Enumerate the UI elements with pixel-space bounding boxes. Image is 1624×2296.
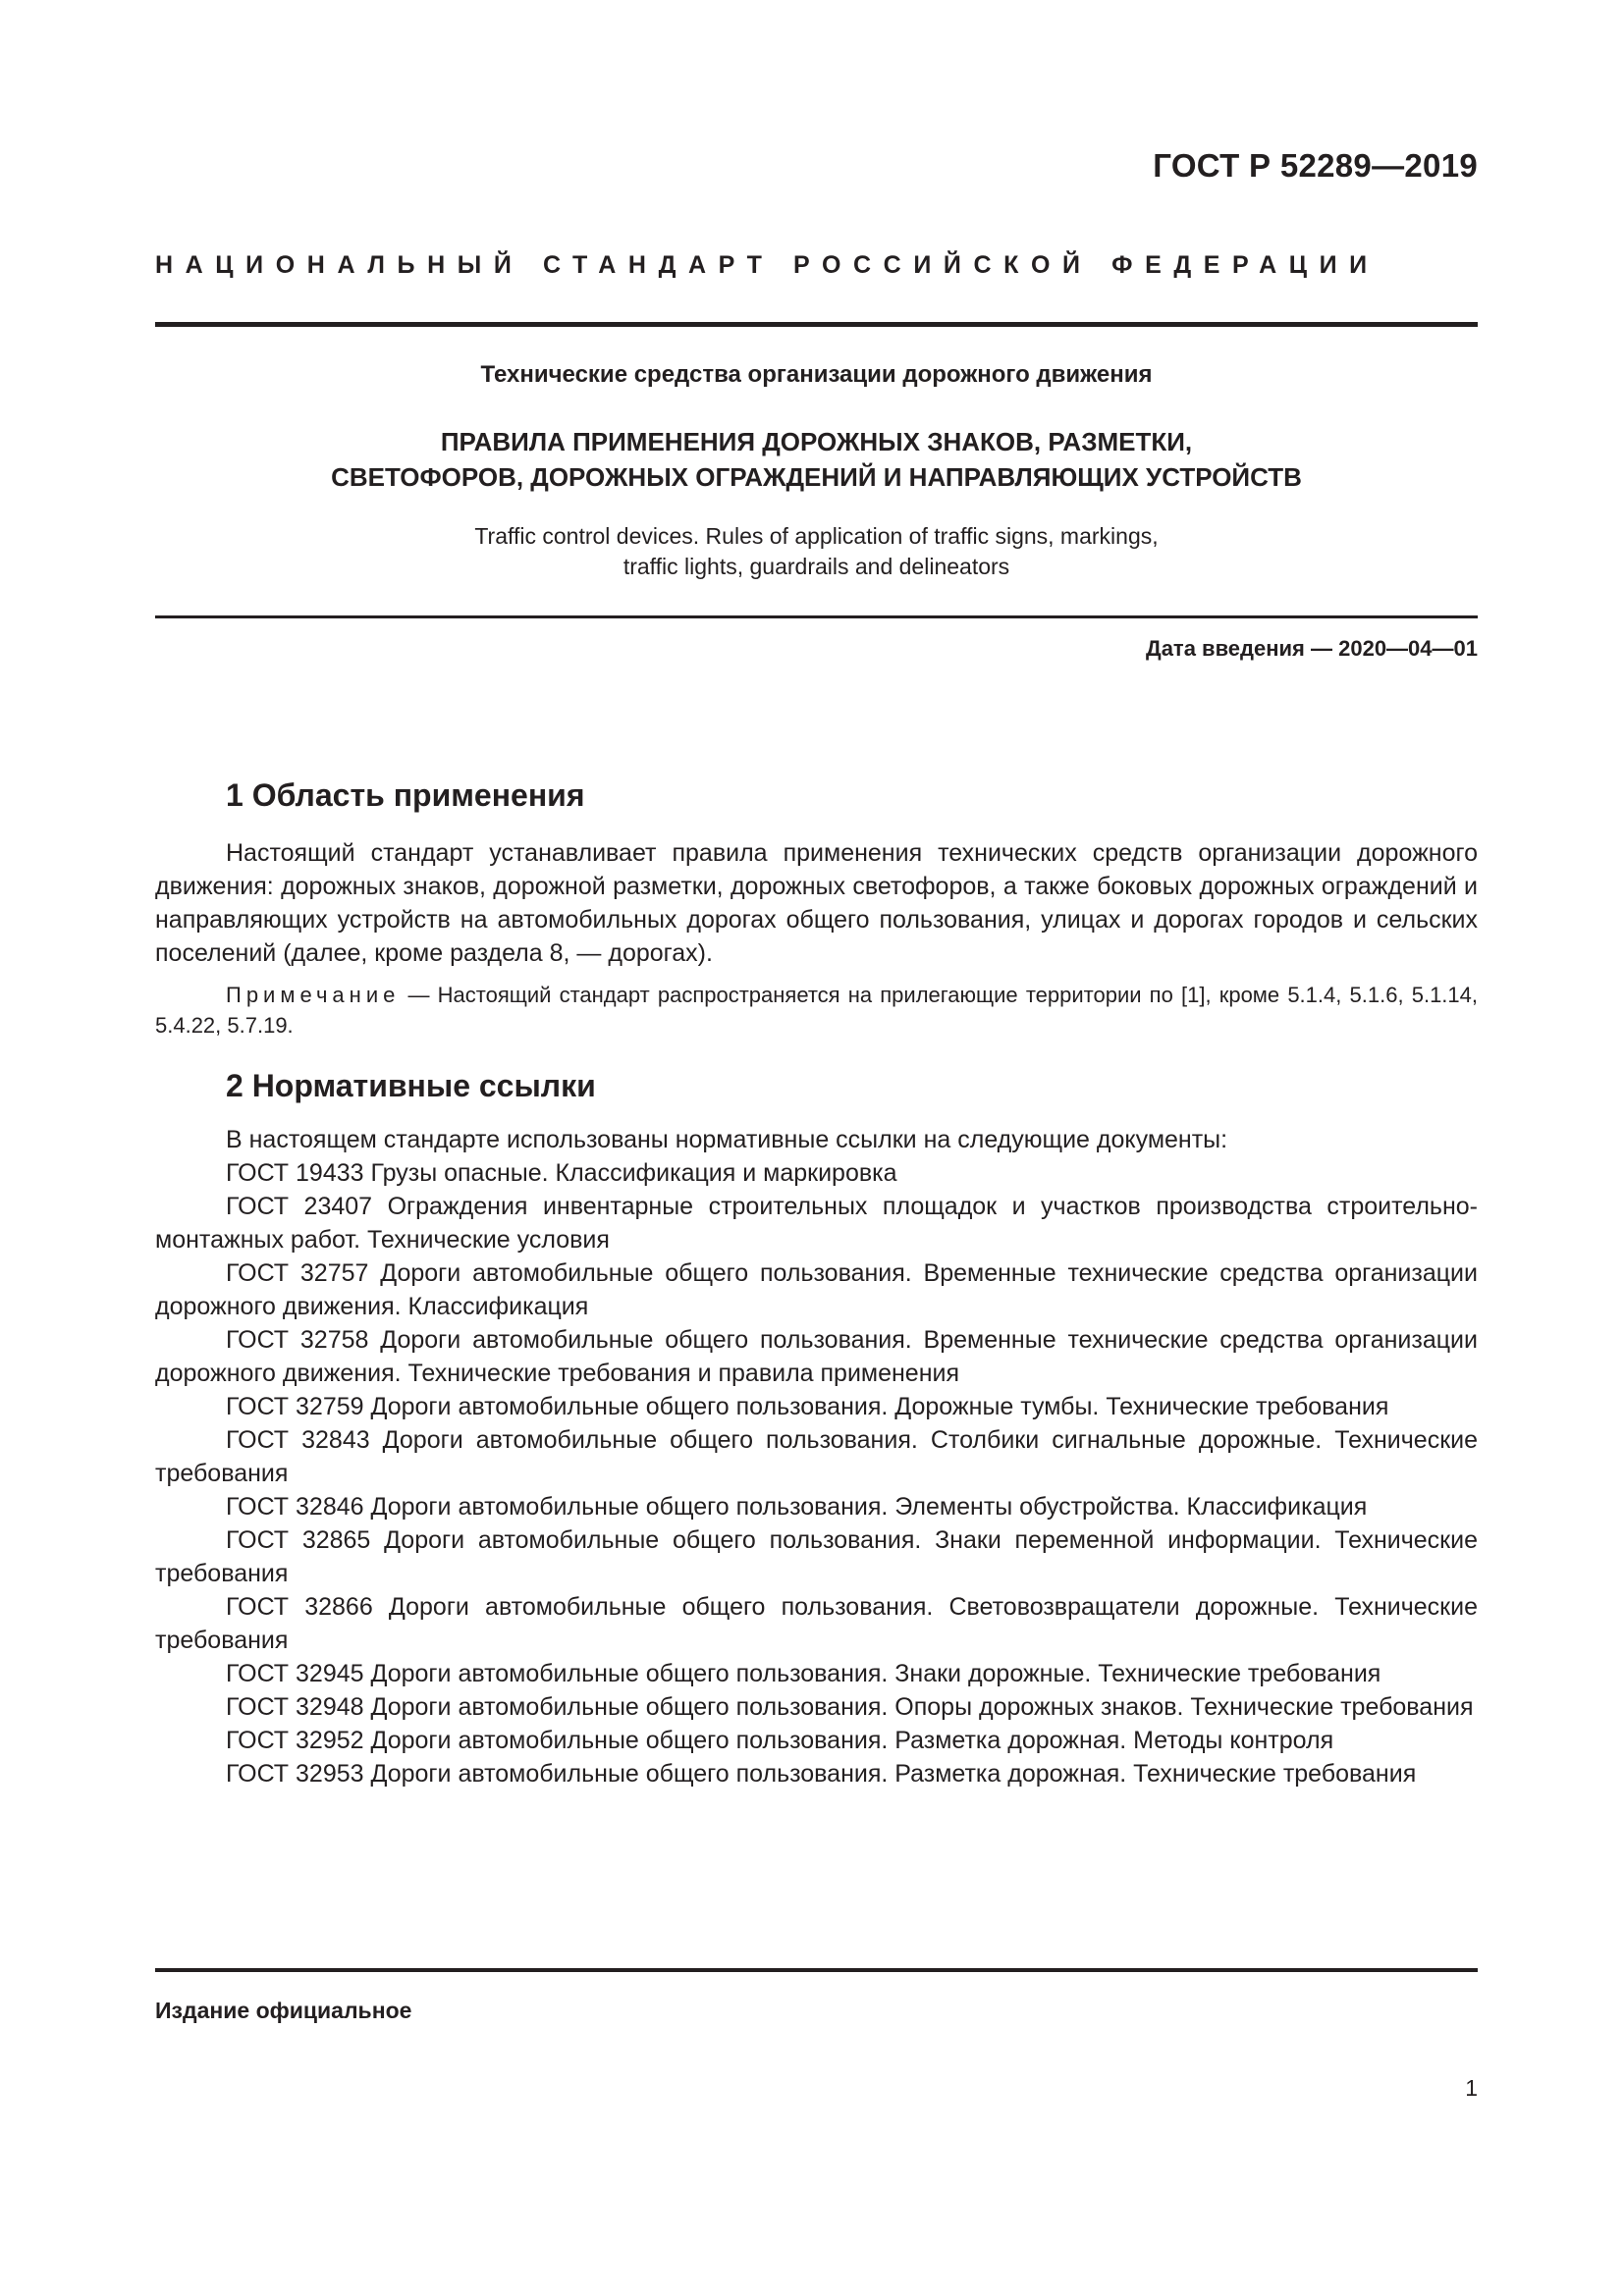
document-subtitle: Технические средства организации дорожного движения <box>480 361 1153 388</box>
reference-item: ГОСТ 32866 Дороги автомобильные общего пользования. Световозвращатели дорожные. Технические требования <box>155 1593 1478 1654</box>
document-title-line-2: СВЕТОФОРОВ, ДОРОЖНЫХ ОГРАЖДЕНИЙ И НАПРАВЛЯЮЩИХ УСТРОЙСТВ <box>331 462 1302 492</box>
reference-item: ГОСТ 32846 Дороги автомобильные общего пользования. Элементы обустройства. Классификация <box>226 1493 1368 1521</box>
section-1-paragraph: Настоящий стандарт устанавливает правила применения технических средств организации дорожного движения: дорожных знаков, дорожной разметки, дорожных светофоров, а также боковых дорожных ограждений и направляющих устройств на автомобильных дорогах общего пользования, улицах и дорогах городов и сельских поселений (далее, кроме раздела 8, — дорогах). <box>155 839 1478 967</box>
header-divider <box>155 322 1478 327</box>
official-edition-label: Издание официальное <box>155 1998 412 2023</box>
reference-item: ГОСТ 23407 Ограждения инвентарные строительных площадок и участков производства строительно-монтажных работ. Технические условия <box>155 1193 1478 1254</box>
english-title-line-2: traffic lights, guardrails and delineators <box>623 554 1010 579</box>
reference-item: ГОСТ 32948 Дороги автомобильные общего пользования. Опоры дорожных знаков. Технические требования <box>226 1693 1474 1721</box>
standard-number: ГОСТ Р 52289—2019 <box>1153 147 1478 184</box>
section-1-note <box>155 980 1478 1041</box>
reference-item: ГОСТ 32865 Дороги автомобильные общего пользования. Знаки переменной информации. Технические требования <box>155 1526 1478 1587</box>
footer-divider <box>155 1968 1478 1972</box>
section-2-intro: В настоящем стандарте использованы нормативные ссылки на следующие документы: <box>226 1126 1228 1153</box>
document-title-line-1: ПРАВИЛА ПРИМЕНЕНИЯ ДОРОЖНЫХ ЗНАКОВ, РАЗМЕТКИ, <box>440 427 1193 456</box>
reference-item: ГОСТ 32757 Дороги автомобильные общего пользования. Временные технические средства организации дорожного движения. Классификация <box>155 1259 1478 1320</box>
reference-item: ГОСТ 32953 Дороги автомобильные общего пользования. Разметка дорожная. Технические требования <box>226 1760 1417 1788</box>
reference-item: ГОСТ 32952 Дороги автомобильные общего пользования. Разметка дорожная. Методы контроля <box>226 1727 1334 1754</box>
reference-item: ГОСТ 32759 Дороги автомобильные общего пользования. Дорожные тумбы. Технические требования <box>226 1393 1389 1420</box>
reference-item: ГОСТ 32758 Дороги автомобильные общего пользования. Временные технические средства организации дорожного движения. Технические требования и правила применения <box>155 1326 1478 1387</box>
national-standard-banner: НАЦИОНАЛЬНЫЙ СТАНДАРТ РОССИЙСКОЙ ФЕДЕРАЦИИ <box>155 251 1380 279</box>
section-1-heading: 1 Область применения <box>226 777 585 813</box>
reference-item: ГОСТ 32843 Дороги автомобильные общего пользования. Столбики сигнальные дорожные. Технические требования <box>155 1426 1478 1487</box>
reference-list <box>155 1156 1478 1790</box>
note-label: Примечание <box>226 983 401 1007</box>
english-title-line-1: Traffic control devices. Rules of application of traffic signs, markings, <box>474 523 1159 549</box>
introduction-date: Дата введения — 2020—04—01 <box>1146 636 1478 661</box>
reference-item: ГОСТ 19433 Грузы опасные. Классификация и маркировка <box>226 1159 897 1187</box>
note-text: — Настоящий стандарт распространяется на прилегающие территории по [1], кроме 5.1.4, 5.1.6, 5.1.14, 5.4.22, 5.7.19. <box>155 983 1478 1038</box>
english-title <box>155 521 1478 582</box>
document-title <box>155 424 1478 495</box>
main-content <box>155 775 1478 1790</box>
reference-item: ГОСТ 32945 Дороги автомобильные общего пользования. Знаки дорожные. Технические требования <box>226 1660 1381 1687</box>
title-divider <box>155 615 1478 618</box>
section-2-heading: 2 Нормативные ссылки <box>226 1068 596 1103</box>
page-number: 1 <box>1465 2075 1478 2101</box>
